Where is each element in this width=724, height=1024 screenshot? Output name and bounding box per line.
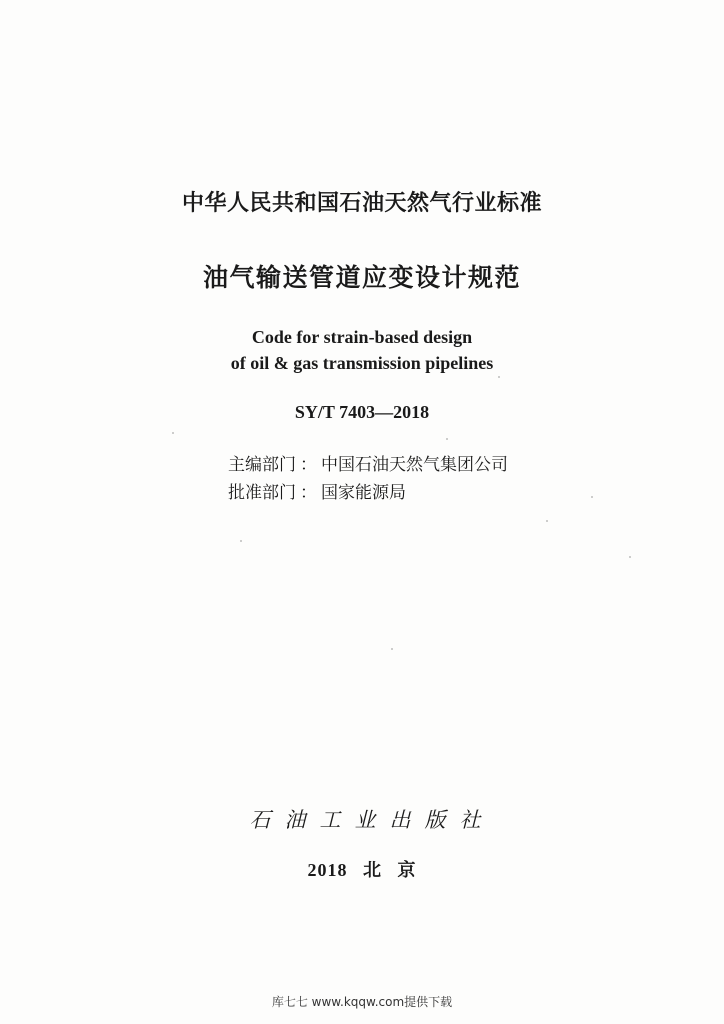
compiler-label: 主编部门 bbox=[228, 455, 296, 475]
document-title-en-line2: of oil & gas transmission pipelines bbox=[230, 353, 494, 373]
document-title-cn: 油气输送管道应变设计规范 bbox=[202, 263, 521, 292]
approver-department-row bbox=[228, 478, 406, 503]
approver-separator: ： bbox=[300, 483, 317, 503]
scan-speck bbox=[546, 520, 548, 522]
scan-speck bbox=[591, 496, 593, 498]
scan-speck bbox=[172, 432, 174, 434]
download-source-footer: 库七七 www.kqqw.com提供下载 bbox=[271, 995, 453, 1009]
standard-category: 中华人民共和国石油天然气行业标准 bbox=[181, 191, 542, 216]
standard-number: SY/T 7403—2018 bbox=[294, 402, 430, 422]
compiler-separator: ： bbox=[300, 455, 317, 475]
publisher-name: 石油工业出版社 bbox=[249, 808, 495, 832]
compiler-department-row bbox=[228, 450, 508, 475]
scan-speck bbox=[391, 648, 393, 650]
approver-label: 批准部门 bbox=[228, 483, 296, 503]
scan-speck bbox=[446, 438, 448, 440]
scan-speck bbox=[240, 540, 242, 542]
scan-speck bbox=[629, 556, 631, 558]
compiler-value: 中国石油天然气集团公司 bbox=[321, 455, 508, 475]
publication-year-place: 2018 北 京 bbox=[307, 860, 417, 880]
document-title-en-line1: Code for strain-based design bbox=[251, 327, 473, 347]
scan-speck bbox=[498, 376, 500, 378]
approver-value: 国家能源局 bbox=[321, 483, 406, 503]
